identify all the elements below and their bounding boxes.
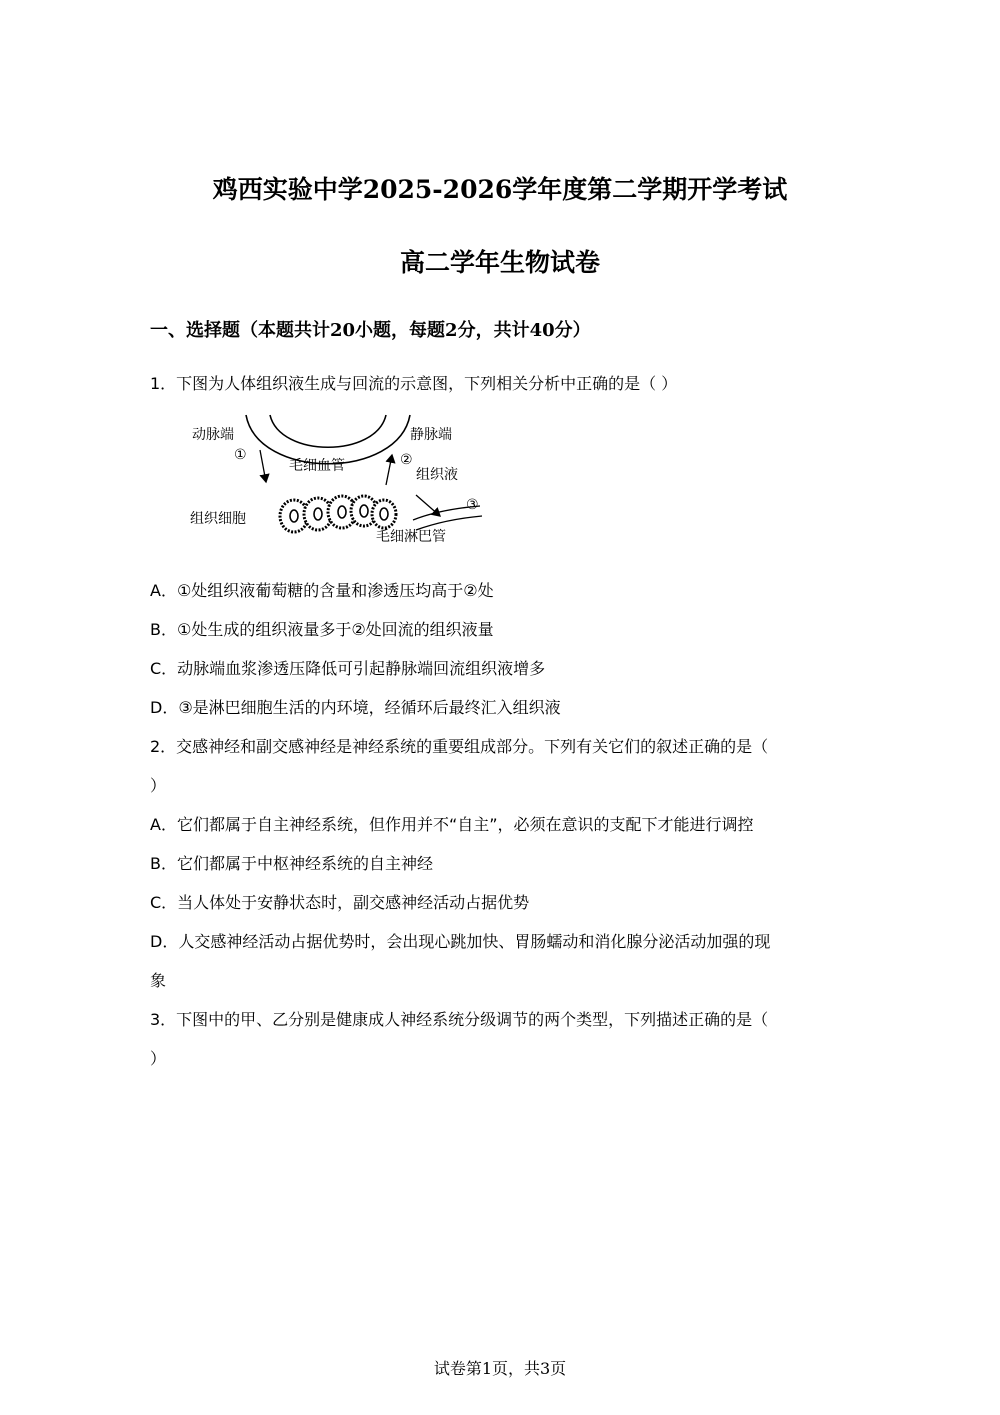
label-artery-end: 动脉端	[192, 427, 234, 443]
label-lymph-capillary: 毛细淋巴管	[376, 529, 446, 545]
question-2-option-d-cont: 象	[150, 971, 167, 990]
capillary-outer-wall	[246, 415, 410, 464]
label-vein-end: 静脉端	[410, 427, 452, 443]
arrow-1-outflow	[260, 450, 266, 482]
question-2-option-d: D．人交感神经活动占据优势时，会出现心跳加快、胃肠蠕动和消化腺分泌活动加强的现	[150, 932, 771, 951]
arrow-2-inflow	[386, 455, 392, 485]
question-1-stem: 1．下图为人体组织液生成与回流的示意图，下列相关分析中正确的是（ ）	[150, 374, 678, 393]
lymph-capillary-lower	[416, 516, 482, 530]
exam-title-line1: 鸡西实验中学2025-2026学年度第二学期开学考试	[212, 175, 788, 204]
exam-title-line2: 高二学年生物试卷	[399, 248, 600, 277]
tissue-fluid-diagram	[188, 410, 488, 552]
label-mark-3: ③	[466, 497, 479, 513]
label-mark-1: ①	[234, 447, 247, 463]
label-capillary: 毛细血管	[289, 458, 345, 474]
capillary-inner-wall	[270, 415, 386, 447]
question-2-option-b: B．它们都属于中枢神经系统的自主神经	[150, 854, 433, 873]
question-1-option-c: C．动脉端血浆渗透压降低可引起静脉端回流组织液增多	[150, 659, 546, 678]
question-3-stem-cont: ）	[150, 1049, 167, 1068]
page-footer: 试卷第1页，共3页	[433, 1359, 567, 1378]
label-tissue-fluid: 组织液	[416, 467, 458, 483]
question-1-option-a: A．①处组织液葡萄糖的含量和渗透压均高于②处	[150, 581, 494, 600]
label-tissue-cells: 组织细胞	[190, 511, 246, 527]
section-heading: 一、选择题（本题共计20小题，每题2分，共计40分）	[150, 320, 591, 341]
question-2-stem: 2．交感神经和副交感神经是神经系统的重要组成部分。下列有关它们的叙述正确的是（	[150, 737, 769, 756]
question-1-option-d: D．③是淋巴细胞生活的内环境，经循环后最终汇入组织液	[150, 698, 561, 717]
tissue-cells-cluster	[280, 496, 396, 532]
question-1-option-b: B．①处生成的组织液量多于②处回流的组织液量	[150, 620, 494, 639]
question-2-option-c: C．当人体处于安静状态时，副交感神经活动占据优势	[150, 893, 530, 912]
question-2-stem-cont: ）	[150, 776, 167, 795]
question-2-option-a: A．它们都属于自主神经系统，但作用并不“自主”，必须在意识的支配下才能进行调控	[150, 815, 754, 834]
question-3-stem: 3．下图中的甲、乙分别是健康成人神经系统分级调节的两个类型，下列描述正确的是（	[150, 1010, 769, 1029]
label-mark-2: ②	[400, 452, 413, 468]
